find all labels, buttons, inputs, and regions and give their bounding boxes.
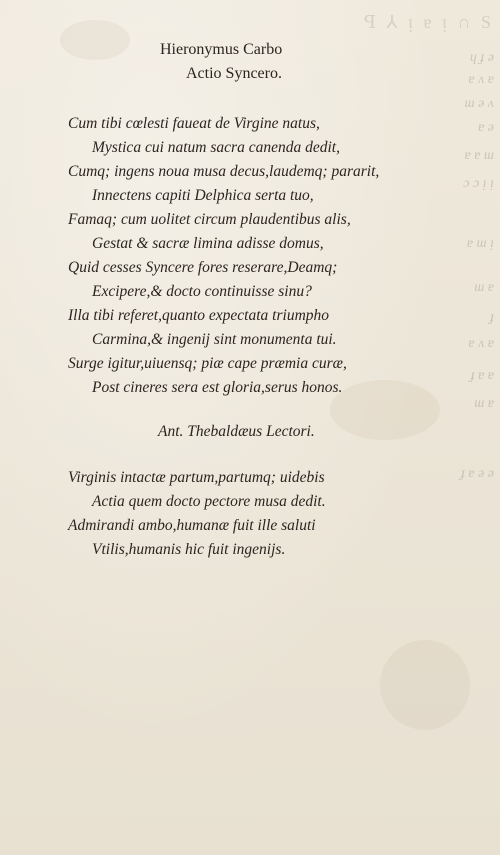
page-stain	[330, 380, 440, 440]
verse-line: Post cineres sera est gloria,serus honos.	[92, 379, 343, 396]
show-through-text: ꟼ ⅄ ᴉ ɐ ᴉ ∩ S	[363, 12, 494, 32]
verse-line: Mystica cui natum sacra canenda dedit,	[92, 139, 340, 156]
heading-lectori: Ant. Thebaldæus Lectori.	[158, 423, 315, 440]
show-through-text: ɔ ɔ ᴉ ᴉ	[463, 176, 494, 191]
verse-line: Illa tibi referet,quanto expectata triumpho	[68, 307, 330, 324]
verse-line: Innectens capiti Delphica serta tuo,	[92, 187, 314, 204]
page-stain	[60, 20, 130, 60]
verse-line: Excipere,& docto continuisse sinu?	[92, 283, 312, 300]
show-through-text: ɐ ɯ ᴉ	[466, 236, 494, 251]
verse-line: Gestat & sacræ limina adisse domus,	[92, 235, 324, 252]
show-through-text: ɐ ʌ ɐ	[468, 72, 494, 87]
show-through-text: ɥ ɟ ǝ	[469, 50, 494, 65]
show-through-text: ɯ ɐ	[474, 396, 494, 411]
verse-line: Carmina,& ingenij sint monumenta tui.	[92, 331, 337, 348]
show-through-text: ɐ ʌ ɐ	[468, 336, 494, 351]
verse-line: Famaq; cum uolitet circum plaudentibus alis,	[68, 211, 351, 228]
verse-line: Vtilis,humanis hic fuit ingenijs.	[92, 541, 286, 558]
verse-line: Admirandi ambo,humanæ fuit ille saluti	[68, 517, 316, 534]
show-through-text: ɐ ɐ ɯ	[464, 148, 494, 163]
show-through-text: ɟ ɐ ɐ	[470, 368, 494, 383]
show-through-text: ɐ ǝ	[478, 120, 494, 135]
verse-line: Surge igitur,uiuensq; piæ cape præmia curæ,	[68, 355, 347, 372]
page-stain	[380, 640, 470, 730]
show-through-text: ɟ ɐ ǝ ǝ	[460, 466, 494, 481]
show-through-text: ɯ ǝ ʌ	[464, 96, 494, 111]
verse-line: Cum tibi cœlesti faueat de Virgine natus,	[68, 115, 320, 132]
verse-line: Cumq; ingens noua musa decus,laudemq; pararit,	[68, 163, 380, 180]
heading-author: Hieronymus Carbo	[160, 41, 283, 58]
heading-addressee: Actio Syncero.	[186, 65, 282, 82]
verse-line: Actia quem docto pectore musa dedit.	[92, 493, 326, 510]
show-through-text: ɟ	[490, 310, 494, 325]
verse-line: Virginis intactæ partum,partumq; uidebis	[68, 469, 325, 486]
verse-line: Quid cesses Syncere fores reserare,Deamq;	[68, 259, 338, 276]
show-through-text: ɯ ɐ	[474, 280, 494, 295]
